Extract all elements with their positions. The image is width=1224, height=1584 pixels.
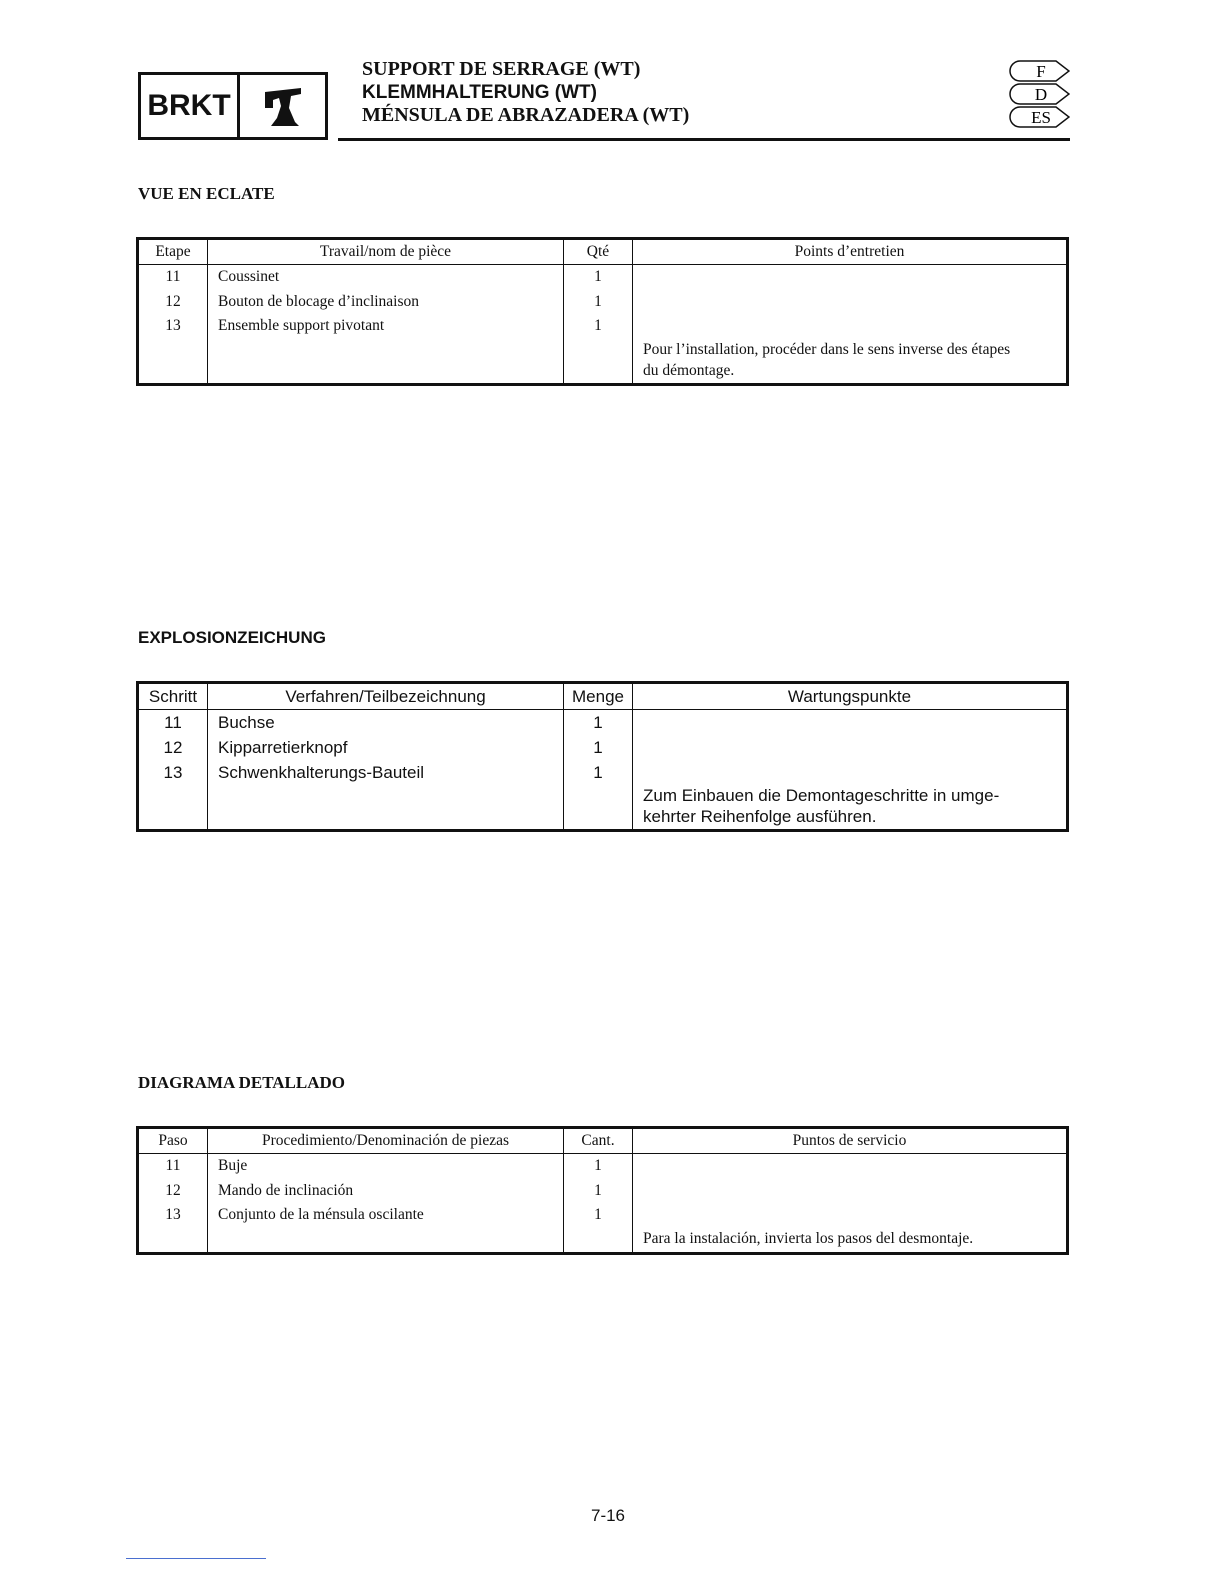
footer-rule bbox=[126, 1558, 266, 1559]
table-header-row bbox=[138, 239, 1068, 265]
title-french: SUPPORT DE SERRAGE (WT) bbox=[362, 58, 641, 80]
column-header-qty: Qté bbox=[564, 239, 633, 265]
column-header-qty: Cant. bbox=[564, 1128, 633, 1154]
language-code-f: F bbox=[1036, 62, 1046, 81]
service-note bbox=[633, 710, 1068, 831]
service-note bbox=[633, 1154, 1068, 1254]
column-header-part: Verfahren/Teilbezeichnung bbox=[208, 683, 564, 710]
row-step: 13 bbox=[138, 1203, 208, 1228]
table-row bbox=[138, 710, 1068, 736]
column-header-points: Wartungspunkte bbox=[633, 683, 1068, 710]
row-part-name: Mando de inclinación bbox=[208, 1179, 564, 1204]
column-header-step: Schritt bbox=[138, 683, 208, 710]
column-header-part: Procedimiento/Denominación de piezas bbox=[208, 1128, 564, 1154]
row-part-name: Buje bbox=[208, 1154, 564, 1179]
row-step: 11 bbox=[138, 265, 208, 290]
row-qty: 1 bbox=[564, 314, 633, 339]
section-badge bbox=[138, 72, 328, 140]
row-part-name: Schwenkhalterungs-Bauteil bbox=[208, 760, 564, 785]
row-qty: 1 bbox=[564, 760, 633, 785]
row-step: 12 bbox=[138, 735, 208, 760]
row-part-name: Ensemble support pivotant bbox=[208, 314, 564, 339]
page-titles bbox=[362, 58, 689, 127]
badge-label: BRKT bbox=[141, 75, 240, 137]
parts-table-spanish bbox=[136, 1126, 1069, 1255]
row-qty: 1 bbox=[564, 290, 633, 315]
row-part-name: Conjunto de la ménsula oscilante bbox=[208, 1203, 564, 1228]
row-qty: 1 bbox=[564, 710, 633, 736]
section-title-french: VUE EN ECLATE bbox=[138, 184, 275, 203]
row-step: 12 bbox=[138, 1179, 208, 1204]
row-step: 11 bbox=[138, 710, 208, 736]
row-part-name: Kipparretierknopf bbox=[208, 735, 564, 760]
column-header-points: Points d’entretien bbox=[633, 239, 1068, 265]
note-line: du démontage. bbox=[643, 361, 735, 379]
table-header-row bbox=[138, 1128, 1068, 1154]
title-german: KLEMMHALTERUNG (WT) bbox=[362, 82, 597, 103]
note-line: kehrter Reihenfolge ausführen. bbox=[643, 807, 877, 826]
language-marker-f bbox=[1008, 60, 1070, 82]
row-qty: 1 bbox=[564, 735, 633, 760]
table-row bbox=[138, 1154, 1068, 1179]
bracket-icon bbox=[240, 75, 325, 137]
note-line: Pour l’installation, procéder dans le sens inverse des étapes bbox=[643, 340, 1011, 358]
column-header-part: Travail/nom de pièce bbox=[208, 239, 564, 265]
row-part-name: Bouton de blocage d’inclinaison bbox=[208, 290, 564, 315]
column-header-points: Puntos de servicio bbox=[633, 1128, 1068, 1154]
row-part-name: Coussinet bbox=[208, 265, 564, 290]
row-part-name: Buchse bbox=[208, 710, 564, 736]
row-qty: 1 bbox=[564, 1203, 633, 1228]
row-step: 13 bbox=[138, 314, 208, 339]
row-step: 12 bbox=[138, 290, 208, 315]
row-qty: 1 bbox=[564, 1154, 633, 1179]
column-header-step: Paso bbox=[138, 1128, 208, 1154]
language-marker-es bbox=[1008, 106, 1070, 128]
column-header-qty: Menge bbox=[564, 683, 633, 710]
language-marker-d bbox=[1008, 83, 1070, 105]
row-step: 11 bbox=[138, 1154, 208, 1179]
row-qty: 1 bbox=[564, 1179, 633, 1204]
column-header-step: Etape bbox=[138, 239, 208, 265]
row-step: 13 bbox=[138, 760, 208, 785]
section-title-german: EXPLOSIONZEICHUNG bbox=[138, 628, 326, 647]
page-number: 7-16 bbox=[590, 1506, 626, 1525]
parts-table-german bbox=[136, 681, 1069, 832]
row-qty: 1 bbox=[564, 265, 633, 290]
note-line: Zum Einbauen die Demontageschritte in umge- bbox=[643, 786, 1000, 805]
table-header-row bbox=[138, 683, 1068, 710]
parts-table-french bbox=[136, 237, 1069, 386]
language-code-d: D bbox=[1034, 85, 1048, 104]
note-line: Para la instalación, invierta los pasos del desmontaje. bbox=[643, 1230, 974, 1247]
service-note bbox=[633, 265, 1068, 385]
title-rule bbox=[338, 138, 1070, 141]
title-spanish: MÉNSULA DE ABRAZADERA (WT) bbox=[362, 104, 690, 126]
language-code-es: ES bbox=[1031, 108, 1051, 127]
table-row bbox=[138, 265, 1068, 290]
section-title-spanish: DIAGRAMA DETALLADO bbox=[138, 1073, 346, 1092]
